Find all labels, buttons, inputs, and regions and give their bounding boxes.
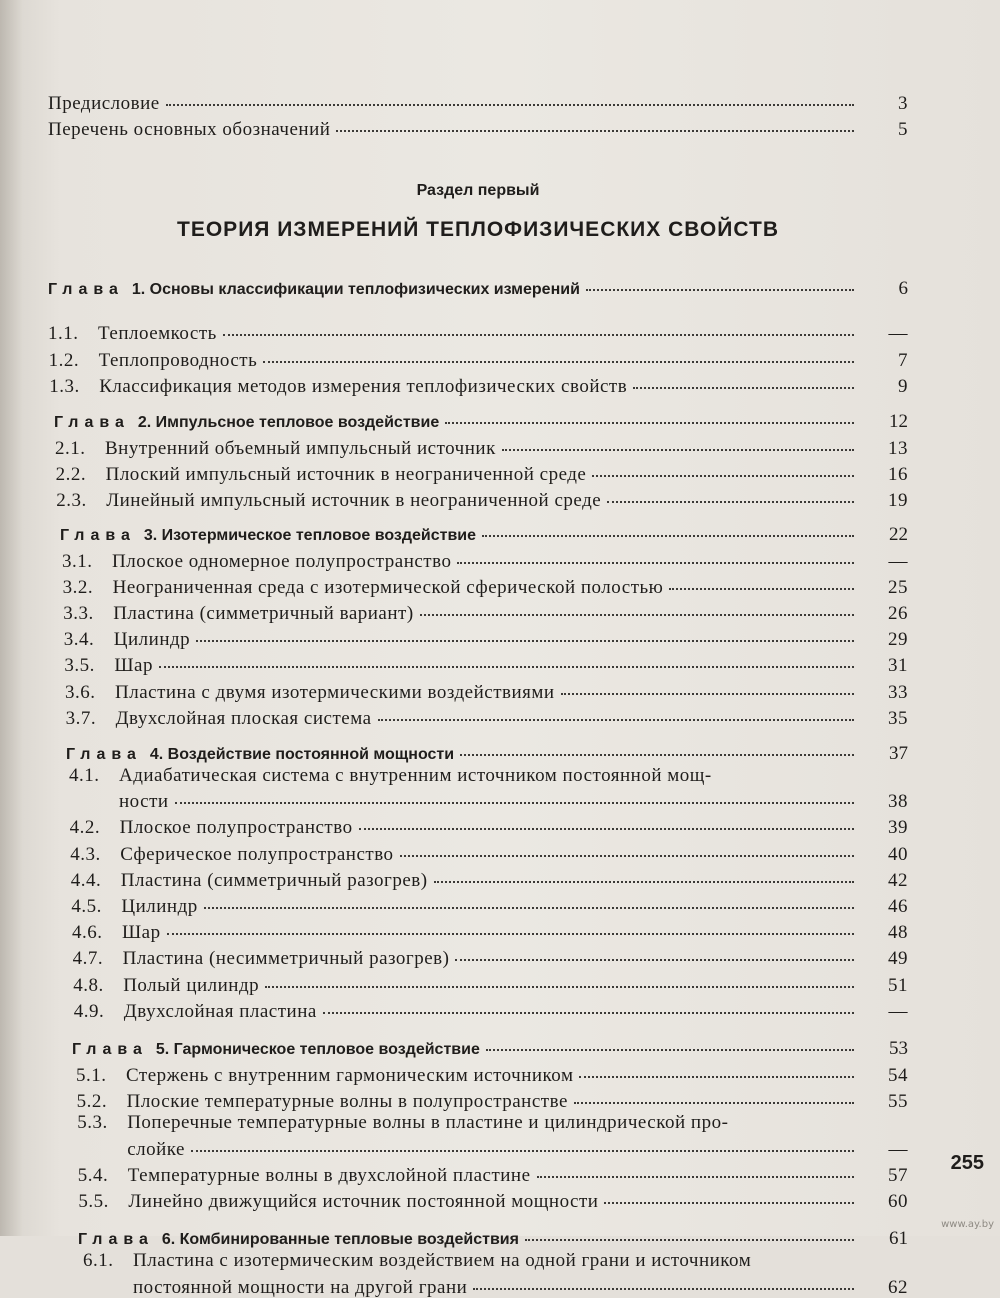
- entry-title: Шар: [114, 655, 153, 677]
- entry-title: Цилиндр: [121, 896, 198, 918]
- chapter-word: Глава: [60, 526, 136, 544]
- entry-number: 3.3.: [63, 603, 94, 625]
- toc-entry-continuation: [48, 1272, 908, 1298]
- entry-title: Линейный импульсный источник в неограниченной среде: [106, 490, 602, 512]
- chapter-title: 5. Гармоническое тепловое воздействие: [155, 1041, 480, 1059]
- entry-number: 4.2.: [69, 817, 101, 839]
- dot-leader: [378, 700, 854, 721]
- chapter-title: 6. Комбинированные тепловые воздействия: [161, 1231, 519, 1249]
- entry-number: 2.2.: [55, 464, 87, 486]
- page-number: 255: [950, 1152, 984, 1174]
- entry-title: Неограниченная среда с изотермической сферической полостью: [112, 576, 664, 598]
- entry-page: 35: [888, 707, 908, 729]
- entry-page: 38: [888, 791, 908, 813]
- book-spine-shadow: [0, 0, 22, 1236]
- entry-page: —: [888, 1000, 908, 1022]
- entry-page: —: [888, 323, 908, 345]
- entry-number: 5.3.: [77, 1112, 108, 1134]
- section-label: Раздел первый: [416, 182, 540, 200]
- chapter-page: 61: [889, 1228, 908, 1250]
- toc-entry: [48, 114, 908, 140]
- entry-page: 39: [888, 817, 908, 839]
- entry-title: Плоское полупространство: [119, 817, 353, 839]
- dot-leader: [561, 674, 854, 695]
- dot-leader: [604, 1183, 854, 1204]
- entry-title: Плоское одномерное полупространство: [112, 550, 452, 572]
- dot-leader: [633, 368, 854, 389]
- dot-leader: [502, 430, 854, 451]
- dot-leader: [579, 1057, 854, 1078]
- dot-leader: [223, 315, 854, 336]
- toc-entry: [48, 485, 908, 511]
- toc-entry: [48, 703, 908, 729]
- entry-page: 29: [888, 629, 908, 651]
- entry-number: 5.1.: [76, 1065, 107, 1087]
- entry-number: 4.4.: [70, 869, 102, 891]
- chapter-page: 12: [889, 411, 908, 433]
- entry-number: 4.3.: [70, 843, 101, 865]
- entry-title: Шар: [122, 922, 161, 944]
- entry-title: Температурные волны в двухслойной пластине: [127, 1164, 531, 1186]
- chapter-title: 3. Изотермическое тепловое воздействие: [143, 526, 477, 544]
- entry-number: 4.5.: [71, 896, 102, 918]
- dot-leader: [204, 888, 854, 909]
- table-of-contents: [48, 88, 908, 1298]
- entry-page: 33: [888, 681, 908, 703]
- chapter-heading: [48, 741, 908, 765]
- entry-title: Адиабатическая система с внутренним источником постоянной мощ-: [119, 765, 712, 787]
- entry-page: 3: [898, 93, 908, 114]
- entry-number: 5.2.: [76, 1091, 108, 1113]
- dot-leader: [420, 595, 854, 616]
- entry-title: Внутренний объемный импульсный источник: [105, 438, 496, 460]
- entry-number: 5.5.: [78, 1191, 109, 1213]
- dot-leader: [167, 914, 854, 935]
- entry-number: 3.5.: [64, 655, 95, 677]
- entry-page: 55: [888, 1091, 908, 1113]
- entry-title-continued: постоянной мощности на другой грани: [133, 1276, 468, 1298]
- chapter-page: 22: [889, 523, 908, 545]
- dot-leader: [460, 738, 854, 756]
- entry-number: 4.6.: [72, 922, 103, 944]
- chapter-title: 1. Основы классификации теплофизических измерений: [131, 281, 580, 299]
- chapter-word: Глава: [72, 1041, 148, 1059]
- entry-number: 5.4.: [77, 1164, 109, 1186]
- entry-title-continued: ности: [119, 791, 169, 813]
- dot-leader: [166, 85, 854, 106]
- dot-leader: [196, 621, 854, 642]
- entry-page: 7: [898, 349, 908, 371]
- dot-leader: [400, 836, 854, 857]
- entry-page: 5: [898, 119, 908, 141]
- dot-leader: [607, 482, 854, 503]
- chapter-page: 53: [889, 1038, 908, 1060]
- entry-number: 6.1.: [83, 1250, 114, 1272]
- entry-title: Предисловие: [48, 93, 160, 114]
- dot-leader: [473, 1269, 854, 1290]
- entry-page: 13: [888, 438, 908, 460]
- entry-title: Пластина (симметричный разогрев): [120, 869, 428, 891]
- entry-number: 4.8.: [73, 974, 104, 996]
- chapter-heading: [48, 276, 908, 300]
- entry-number: 1.1.: [48, 323, 79, 345]
- entry-number: 3.7.: [65, 707, 97, 729]
- entry-page: 16: [888, 464, 908, 486]
- entry-page: 57: [888, 1164, 908, 1186]
- entry-page: —: [888, 550, 908, 572]
- dot-leader: [445, 406, 854, 424]
- dot-leader: [265, 967, 854, 988]
- chapter-heading: [48, 1226, 908, 1250]
- toc-entry: [48, 371, 908, 397]
- entry-title: Теплопроводность: [98, 349, 258, 371]
- entry-page: 49: [888, 948, 908, 970]
- entry-title: Пластина с двумя изотермическими воздействиями: [115, 681, 555, 703]
- dot-leader: [457, 543, 854, 564]
- entry-page: 46: [888, 896, 908, 918]
- entry-title: Классификация методов измерения теплофизических свойств: [99, 375, 628, 397]
- entry-number: 4.7.: [72, 948, 104, 970]
- entry-title: Сферическое полупространство: [120, 843, 394, 865]
- dot-leader: [434, 862, 854, 883]
- dot-leader: [592, 456, 854, 477]
- entry-title: Стержень с внутренним гармоническим источником: [126, 1065, 574, 1087]
- dot-leader: [574, 1083, 854, 1104]
- entry-title: Пластина с изотермическим воздействием на одной грани и источником: [133, 1250, 752, 1272]
- entry-title: Плоский импульсный источник в неограниченной среде: [105, 464, 587, 486]
- dot-leader: [586, 273, 854, 291]
- toc-entry: [48, 996, 908, 1022]
- entry-title: Пластина (несимметричный разогрев): [122, 948, 450, 970]
- entry-page: 54: [888, 1065, 908, 1087]
- chapter-page: 37: [889, 743, 908, 765]
- entry-page: 48: [888, 922, 908, 944]
- dot-leader: [159, 647, 854, 668]
- entry-title-continued: слойке: [127, 1138, 185, 1160]
- entry-number: 1.3.: [49, 375, 80, 397]
- entry-page: 19: [888, 490, 908, 512]
- chapter-title: 4. Воздействие постоянной мощности: [149, 746, 455, 764]
- chapter-page: 6: [898, 278, 908, 300]
- entry-page: 40: [888, 843, 908, 865]
- entry-title: Плоские температурные волны в полупространстве: [126, 1091, 568, 1113]
- toc-entry: [48, 1186, 908, 1212]
- chapter-word: Глава: [66, 746, 142, 764]
- chapter-title: 2. Импульсное тепловое воздействие: [137, 414, 440, 432]
- chapter-word: Глава: [54, 414, 130, 432]
- dot-leader: [669, 569, 854, 590]
- entry-title: Двухслойная пластина: [123, 1000, 317, 1022]
- entry-page: 51: [888, 974, 908, 996]
- entry-number: 2.1.: [55, 438, 86, 460]
- entry-title: Цилиндр: [113, 629, 191, 651]
- watermark: www.ay.by: [941, 1219, 994, 1230]
- section-title: ТЕОРИЯ ИЗМЕРЕНИЙ ТЕПЛОФИЗИЧЕСКИХ СВОЙСТВ: [177, 218, 779, 242]
- dot-leader: [482, 519, 854, 537]
- entry-number: 4.9.: [73, 1000, 105, 1022]
- dot-leader: [455, 940, 854, 961]
- dot-leader: [525, 1223, 854, 1241]
- entry-page: 42: [888, 869, 908, 891]
- dot-leader: [336, 111, 854, 132]
- dot-leader: [175, 783, 854, 804]
- entry-number: 2.3.: [56, 490, 87, 512]
- entry-page: 25: [888, 576, 908, 598]
- entry-number: 1.2.: [48, 349, 80, 371]
- dot-leader: [359, 809, 854, 830]
- entry-page: 62: [888, 1276, 908, 1298]
- entry-title: Двухслойная плоская система: [115, 707, 372, 729]
- dot-leader: [263, 342, 854, 363]
- entry-page: 60: [888, 1191, 908, 1213]
- dot-leader: [323, 993, 854, 1014]
- entry-number: 3.2.: [62, 576, 94, 598]
- entry-title: Пластина (симметричный вариант): [113, 603, 414, 625]
- entry-page: —: [888, 1138, 908, 1160]
- chapter-word: Глава: [48, 281, 124, 299]
- entry-page: 26: [888, 603, 908, 625]
- dot-leader: [486, 1033, 854, 1051]
- entry-number: 3.1.: [62, 550, 93, 572]
- entry-number: 3.4.: [63, 629, 95, 651]
- toc-entry: [48, 1086, 908, 1112]
- entry-title: Полый цилиндр: [123, 974, 260, 996]
- dot-leader: [537, 1157, 854, 1178]
- entry-title: Перечень основных обозначений: [48, 119, 331, 141]
- entry-title: Поперечные температурные волны в пластине и цилиндрической про-: [127, 1112, 729, 1134]
- entry-number: 3.6.: [65, 681, 96, 703]
- entry-page: 31: [888, 655, 908, 677]
- chapter-word: Глава: [78, 1231, 154, 1249]
- dot-leader: [191, 1131, 854, 1152]
- entry-number: 4.1.: [69, 765, 100, 787]
- entry-page: 9: [898, 375, 908, 397]
- entry-title: Линейно движущийся источник постоянной мощности: [128, 1191, 599, 1213]
- entry-title: Теплоемкость: [98, 323, 217, 345]
